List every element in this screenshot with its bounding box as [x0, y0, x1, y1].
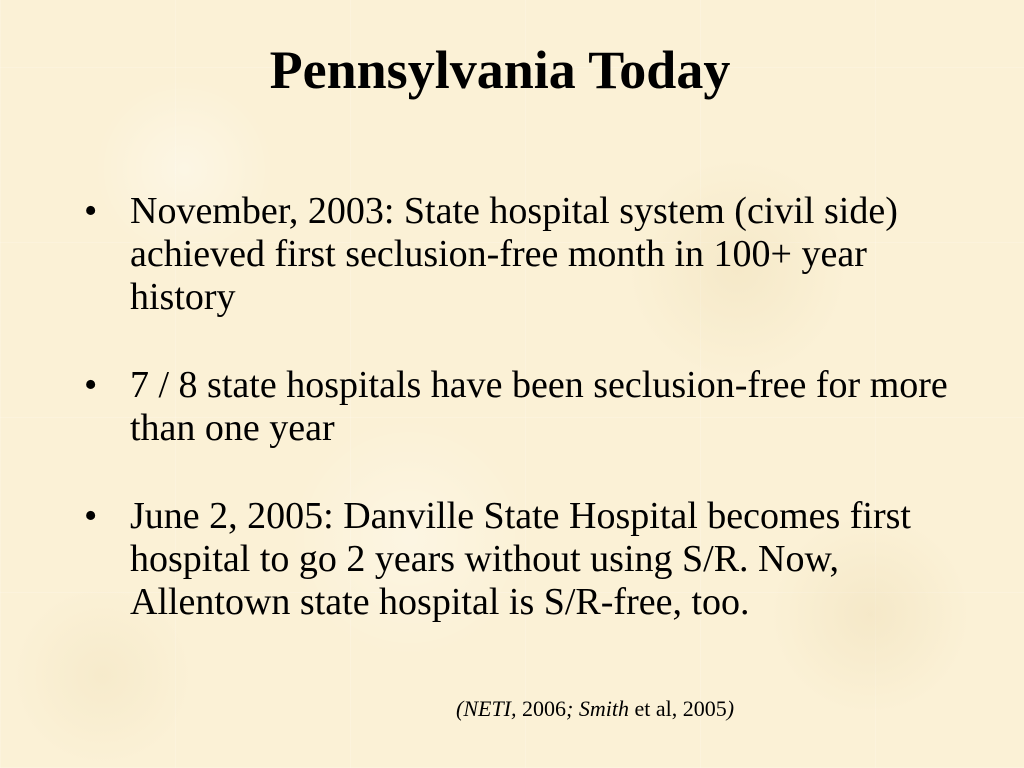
citation [456, 695, 734, 723]
bullet-list [80, 190, 960, 669]
bullet-text: June 2, 2005: Danville State Hospital becomes first hospital to go 2 years without using S/R. Now, Allentown state hospital is S/R-free, too. [130, 495, 911, 623]
bullet-item-seclusion-free-year [80, 364, 960, 450]
citation-source-neti: NETI, [463, 696, 517, 721]
citation-et-al: et al, 2005 [628, 696, 727, 721]
bullet-dot-icon: • [84, 495, 98, 537]
bullet-text: November, 2003: State hospital system (civil side) achieved first seclusion-free month in 100+ year history [130, 190, 898, 318]
citation-year-2006: 2006 [516, 696, 567, 721]
bullet-text: 7 / 8 state hospitals have been seclusion-free for more than one year [130, 364, 948, 449]
slide-title: Pennsylvania Today [269, 40, 731, 100]
citation-open: ( [456, 696, 464, 721]
citation-separator: ; [566, 696, 579, 721]
bullet-item-danville [80, 495, 960, 624]
citation-source-smith: Smith [578, 696, 629, 721]
bullet-dot-icon: • [84, 190, 98, 232]
bullet-item-seclusion-free-month [80, 190, 960, 319]
bullet-dot-icon: • [84, 364, 98, 406]
citation-close: ) [726, 696, 735, 721]
